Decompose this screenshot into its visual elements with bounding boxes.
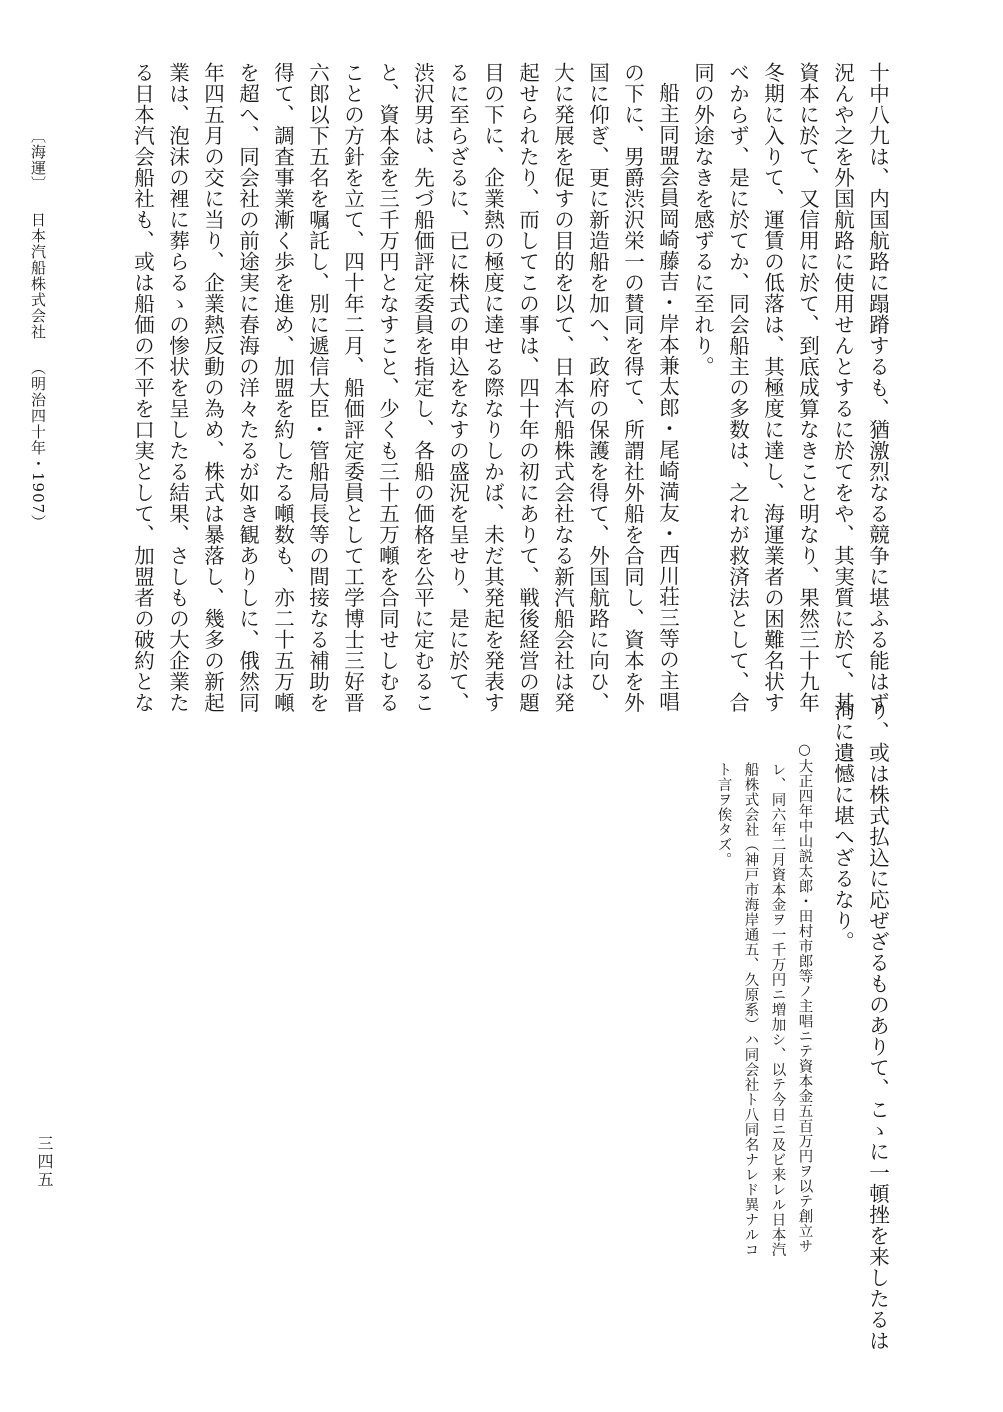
text-line: 船主同盟会員岡崎藤吉・岸本兼太郎・尾崎満友・西川荘三等の主唱 bbox=[655, 82, 680, 712]
note-line: ○大正四年中山説太郎・田村市郎等ノ主唱ニテ資本金五百万円ヲ以テ創立サ bbox=[796, 742, 813, 1254]
footer-title: 日本汽船株式会社 bbox=[29, 212, 47, 340]
text-line: の下に、男爵渋沢栄一の賛同を得て、所謂社外船を合同し、資本を外 bbox=[620, 62, 645, 713]
text-line: 同の外途なきを感ずるに至れり。 bbox=[690, 62, 715, 377]
text-line: と、資本金を三千万円となすこと、少くも三十五万噸を合同せしむる bbox=[375, 62, 400, 713]
text-line: 大に発展を促すの目的を以て、日本汽船株式会社なる新汽船会社は発 bbox=[550, 62, 575, 713]
text-line: 目の下に、企業熱の極度に達せる際なりしかば、未だ其発起を発表す bbox=[480, 62, 505, 713]
text-line: る日本汽会船社も、或は船価の不平を口実として、加盟者の破約とな bbox=[130, 62, 155, 713]
text-line: 年四五月の交に当り、企業熱反動の為め、株式は暴落し、幾多の新起 bbox=[200, 62, 225, 713]
text-line: 況んや之を外国航路に使用せんとするに於てをや、其実質に於て、其 bbox=[830, 62, 855, 713]
text-line: 冬期に入りて、運賃の低落は、其極度に達し、海運業者の困難名状す bbox=[760, 62, 785, 713]
running-footer bbox=[30, 128, 45, 530]
text-line: 渋沢男は、先づ船価評定委員を指定し、各船の価格を公平に定むるこ bbox=[410, 62, 435, 713]
footer-category: 〔海運〕 bbox=[29, 128, 47, 192]
text-line: ことの方針を立て、四十年二月、船価評定委員として工学博士三好晋 bbox=[340, 62, 365, 713]
text-line: るに至らざるに、已に株式の申込をなすの盛況を呈せり、是に於て、 bbox=[445, 62, 470, 713]
text-line: 業は、泡沫の裡に葬らるゝの惨状を呈したる結果、さしもの大企業た bbox=[165, 62, 190, 713]
text-line: り、或は株式払込に応ぜざるものありて、こゝに一頓挫を来したるは bbox=[865, 700, 890, 1351]
page-number: 三四五 bbox=[35, 1135, 54, 1189]
text-line: 洵に遺憾に堪へざるなり。 bbox=[830, 700, 855, 952]
text-line: 国に仰ぎ、更に新造船を加へ、政府の保護を得て、外国航路に向ひ、 bbox=[585, 62, 610, 713]
footer-date: （明治四十年・1907） bbox=[29, 360, 47, 531]
text-line: 六郎以下五名を嘱託し、別に遞信大臣・管船局長等の間接なる補助を bbox=[305, 62, 330, 713]
text-line: 資本に於て、又信用に於て、到底成算なきこと明なり、果然三十九年 bbox=[795, 62, 820, 713]
note-line: 船株式会社（神戸市海岸通五、久原系）ハ同会社ト八同名ナレド異ナルコ bbox=[742, 762, 759, 1257]
text-line: を超へ、同会社の前途実に春海の洋々たるが如き観ありしに、俄然同 bbox=[235, 62, 260, 713]
text-line: 起せられたり、而してこの事は、四十年の初にありて、戦後経営の題 bbox=[515, 62, 540, 713]
note-line: レ、同六年二月資本金ヲ一千万円ニ増加シ、以テ今日ニ及ビ来レル日本汽 bbox=[769, 762, 786, 1257]
note-line: ト言ヲ俟タズ。 bbox=[715, 762, 732, 867]
text-line: 得て、調査事業漸く歩を進め、加盟を約したる噸数も、亦二十五万噸 bbox=[270, 62, 295, 713]
text-line: べからず、是に於てか、同会船主の多数は、之れが救済法として、合 bbox=[725, 62, 750, 713]
text-line: 十中八九は、内国航路に蹋蹐するも、猶激烈なる競争に堪ふる能はず bbox=[865, 62, 890, 713]
